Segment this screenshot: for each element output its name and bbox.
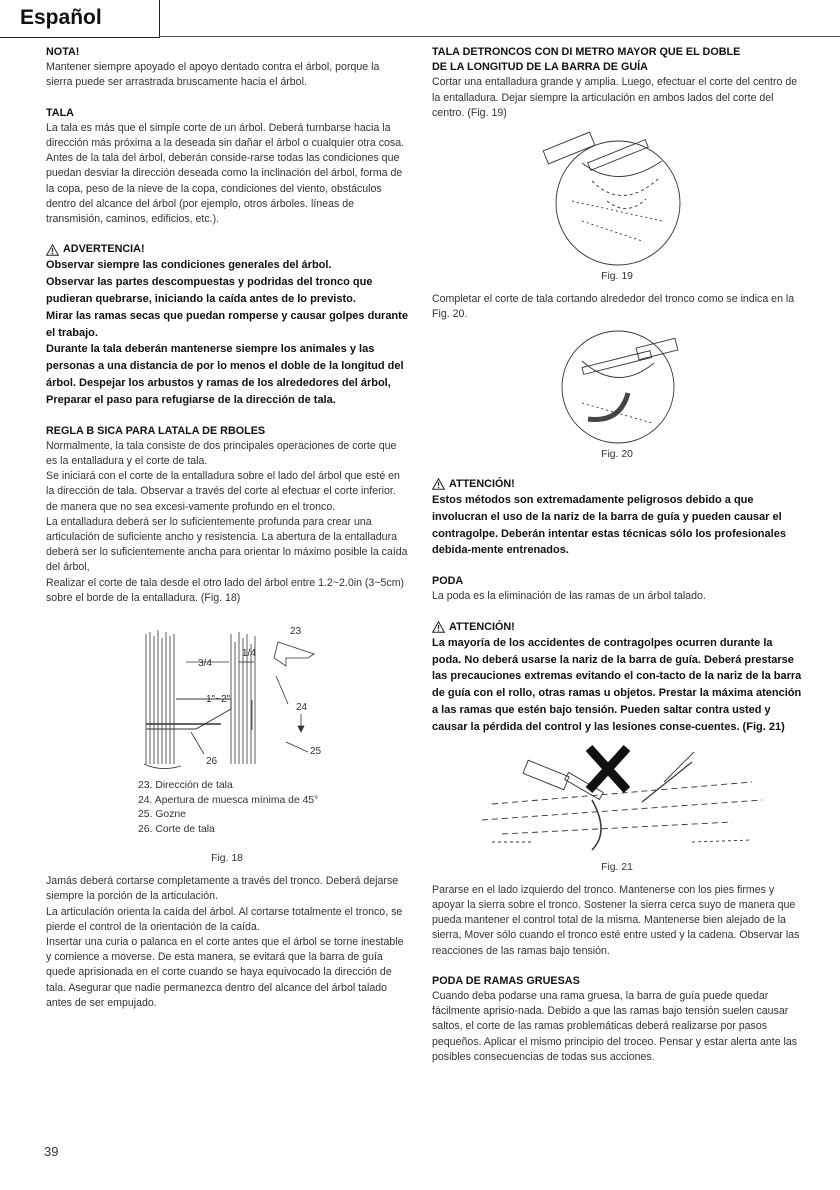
fig18-label-24: 24 — [296, 702, 308, 714]
atencion-1-heading: ATTENCIÓN! — [432, 477, 802, 492]
tala-paragraph-2: Antes de la tala del árbol, deberán conside-rarse todas las condiciones que puedan desviar la dirección deseada como la inclinación del árbol, forma de la copa, peso de la nieve de la copa, condiciones del viento, obstáculos dentro del alcance del árbol (por ejemplo, otros árboles. líneas de transmisión, caminos, edificios, etc.). — [46, 152, 403, 226]
regla-heading: REGLA B SICA PARA LATALA DE RBOLES — [46, 424, 266, 437]
advertencia-line-2: Observar las partes descompuestas y podridas del tronco que pudieran quebrarse, iniciando la caída antes de lo previsto. — [46, 276, 373, 306]
tala-heading: TALA — [46, 106, 74, 119]
poda-text: La poda es la eliminación de las ramas de un árbol talado. — [432, 590, 706, 603]
completar-text: Completar el corte de tala cortando alrededor del tronco como se indica en la Fig. 20. — [432, 293, 795, 321]
advertencia-line-1: Observar siempre las condiciones generales del árbol. — [46, 259, 332, 272]
legend-item-25: 25. Gozne — [138, 809, 186, 821]
nota-heading: NOTA! — [46, 46, 80, 58]
atencion-1-text: Estos métodos son extremadamente peligrosos debido a que involucran el uso de la nariz de la barra de guía y pueden causar el contragolpe. Deberán intentar estas técnicas sólo los profesionales debida-mente entrenados. — [432, 494, 786, 557]
figure-21 — [432, 742, 802, 860]
fig18-label-26: 26 — [206, 756, 218, 768]
closing-paragraph-2: La articulación orienta la caída del árbol. Al cortarse totalmente el tronco, se pierde el control de la orientación de la caída. — [46, 905, 403, 933]
warning-triangle-icon — [46, 244, 59, 256]
nota-text: Mantener siempre apoyado el apoyo dentado contra el árbol, porque la sierra puede ser arrastrada bruscamente hacia el árbol. — [46, 61, 380, 89]
right-column — [432, 45, 802, 1065]
closing-paragraph-3: Insertar una curia o palanca en el corte antes que el árbol se torne inestable y comience a moverse. De esta manera, se evitará que la barra de guía quede aprisionada en el corte cuando se haya equivocado la dirección de tala. Asegurar que nadie permanezca dentro del alcance del árbol talado antes de ser empujado. — [46, 936, 404, 1009]
fig18-label-3-4: 3/4 — [198, 658, 212, 670]
header-rule — [160, 36, 840, 37]
poda-gruesas-heading: PODA DE RAMAS GRUESAS — [432, 974, 580, 987]
figure-20 — [432, 323, 802, 447]
fig18-legend — [138, 779, 408, 837]
fig18-label-1-2: 1"~2" — [206, 694, 231, 706]
fig18-caption: Fig. 18 — [211, 853, 243, 865]
warning-triangle-icon — [432, 478, 445, 490]
language-label: Español — [20, 6, 102, 29]
fig18-label-25: 25 — [310, 746, 322, 758]
fig20-caption: Fig. 20 — [601, 448, 633, 460]
legend-item-26: 26. Corte de tala — [138, 823, 215, 835]
legend-item-24: 24. Apertura de muesca mínima de 45° — [138, 794, 319, 806]
fig18-label-23: 23 — [290, 626, 302, 638]
warning-triangle-icon — [432, 621, 445, 633]
left-column — [46, 45, 408, 1011]
poda-gruesas-text: Cuando deba podarse una rama gruesa, la barra de guía puede quedar fácilmente aprisio-nada. Debido a que las ramas bajo tensión suelen causar saltos, el corte de las ramas problemáticas deberá realizarse por pasos pequeños. Aplicar el mismo principio del troceo. Pensar y estar alerta ante las posibles consecuencias de todas sus acciones. — [432, 990, 798, 1063]
pararse-text: Pararse en el lado izquierdo del tronco. Mantenerse con los pies firmes y apoyar la sierra sobre el tronco. Sostener la sierra cerca suyo de manera que pueda mantener el control total de la misma. Mantenerse bien alejado de la sierra, Mover sólo cuando el tronco esté entre usted y la cadena. Observar las reacciones de las ramas bajo tensión. — [432, 883, 800, 957]
regla-paragraph-1: Normalmente, la tala consiste de dos principales operaciones de corte que es la entalladura y el corte de tala. — [46, 439, 397, 468]
log-center-cut-diagram — [432, 121, 802, 269]
page-number: 39 — [44, 1144, 59, 1159]
advertencia-line-3: Mirar las ramas secas que puedan romperse y causar golpes durante el trabajo. — [46, 309, 408, 339]
legend-item-23: 23. Dirección de tala — [138, 780, 233, 792]
atencion-2-text: La mayoría de los accidentes de contragolpes ocurren durante la poda. No deberá usarse la nariz de la barra de guía. Deberá prestarse las precauciones extremas evitando el con-tacto de la nariz de la barra de guía con el rollo, otras ramas u objetos. Prestar la máxima atención a las ramas que estén bajo tensión. Pueden saltar contra usted y causar la pérdida del control y las lesiones conse-cuentes. (Fig. 21) — [432, 636, 802, 733]
regla-paragraph-2: Se iniciará con el corte de la entalladura sobre el lado del árbol que esté en la dirección de tala. Observar a través del corte al efectuar el corte inferior. de manera que no sea excesi-vamente profundo en el tronco. — [46, 470, 400, 513]
log-around-cut-diagram — [432, 323, 802, 447]
fig18-label-1-4: 1/4 — [242, 648, 256, 660]
poda-heading: PODA — [432, 575, 464, 588]
tree-felling-diagram — [46, 614, 408, 779]
fig19-caption: Fig. 19 — [601, 271, 633, 283]
limbing-hazard-diagram — [432, 742, 802, 860]
regla-paragraph-4: Realizar el corte de tala desde el otro lado del árbol entre 1.2~2.0in (3~5cm) sobre el borde de la entalladura. (Fig. 18) — [46, 576, 405, 604]
atencion-2-heading: ATTENCIÓN! — [432, 620, 802, 635]
tala-troncos-heading-1: TALA DETRONCOS CON DI METRO MAYOR QUE EL DOBLE — [432, 46, 741, 58]
tala-paragraph-1: La tala es más que el simple corte de un árbol. Deberá turnbarse hacia la dirección más próxima a la deseada sin dañar el árbol o cualquier otra cosa. — [46, 121, 405, 150]
fig21-caption: Fig. 21 — [601, 861, 633, 873]
figure-18 — [46, 614, 408, 779]
tala-troncos-text: Cortar una entalladura grande y amplia. Luego, efectuar el corte del centro de la entalladura. Dejar siempre la articulación en ambos lados del corte del centro. (Fig. 19) — [432, 76, 798, 119]
closing-paragraph-1: Jamás deberá cortarse completamente a través del tronco. Deberá dejarse siempre la porción de la articulación. — [46, 875, 399, 903]
advertencia-line-5: Preparar el paso para refugiarse de la dirección de tala. — [46, 393, 336, 406]
figure-19 — [432, 121, 802, 269]
advertencia-line-4: Durante la tala deberán mantenerse siempre los animales y las personas a una distancia de por lo menos el doble de la longitud del árbol. Despejar los arbustos y ramas de los alrededores del árbol, — [46, 343, 404, 390]
advertencia-heading: ADVERTENCIA! — [46, 242, 408, 257]
tala-troncos-heading-2: DE LA LONGITUD DE LA BARRA DE GUÍA — [432, 61, 648, 74]
language-tab — [0, 0, 160, 38]
regla-paragraph-3: La entalladura deberá ser lo suficientemente profunda para crear una articulación de suficiente ancho y resistencia. La abertura de la entalladura deberá ser lo suficientemente ancha para orientar lo máximo posible la caída del árbol, — [46, 515, 408, 574]
